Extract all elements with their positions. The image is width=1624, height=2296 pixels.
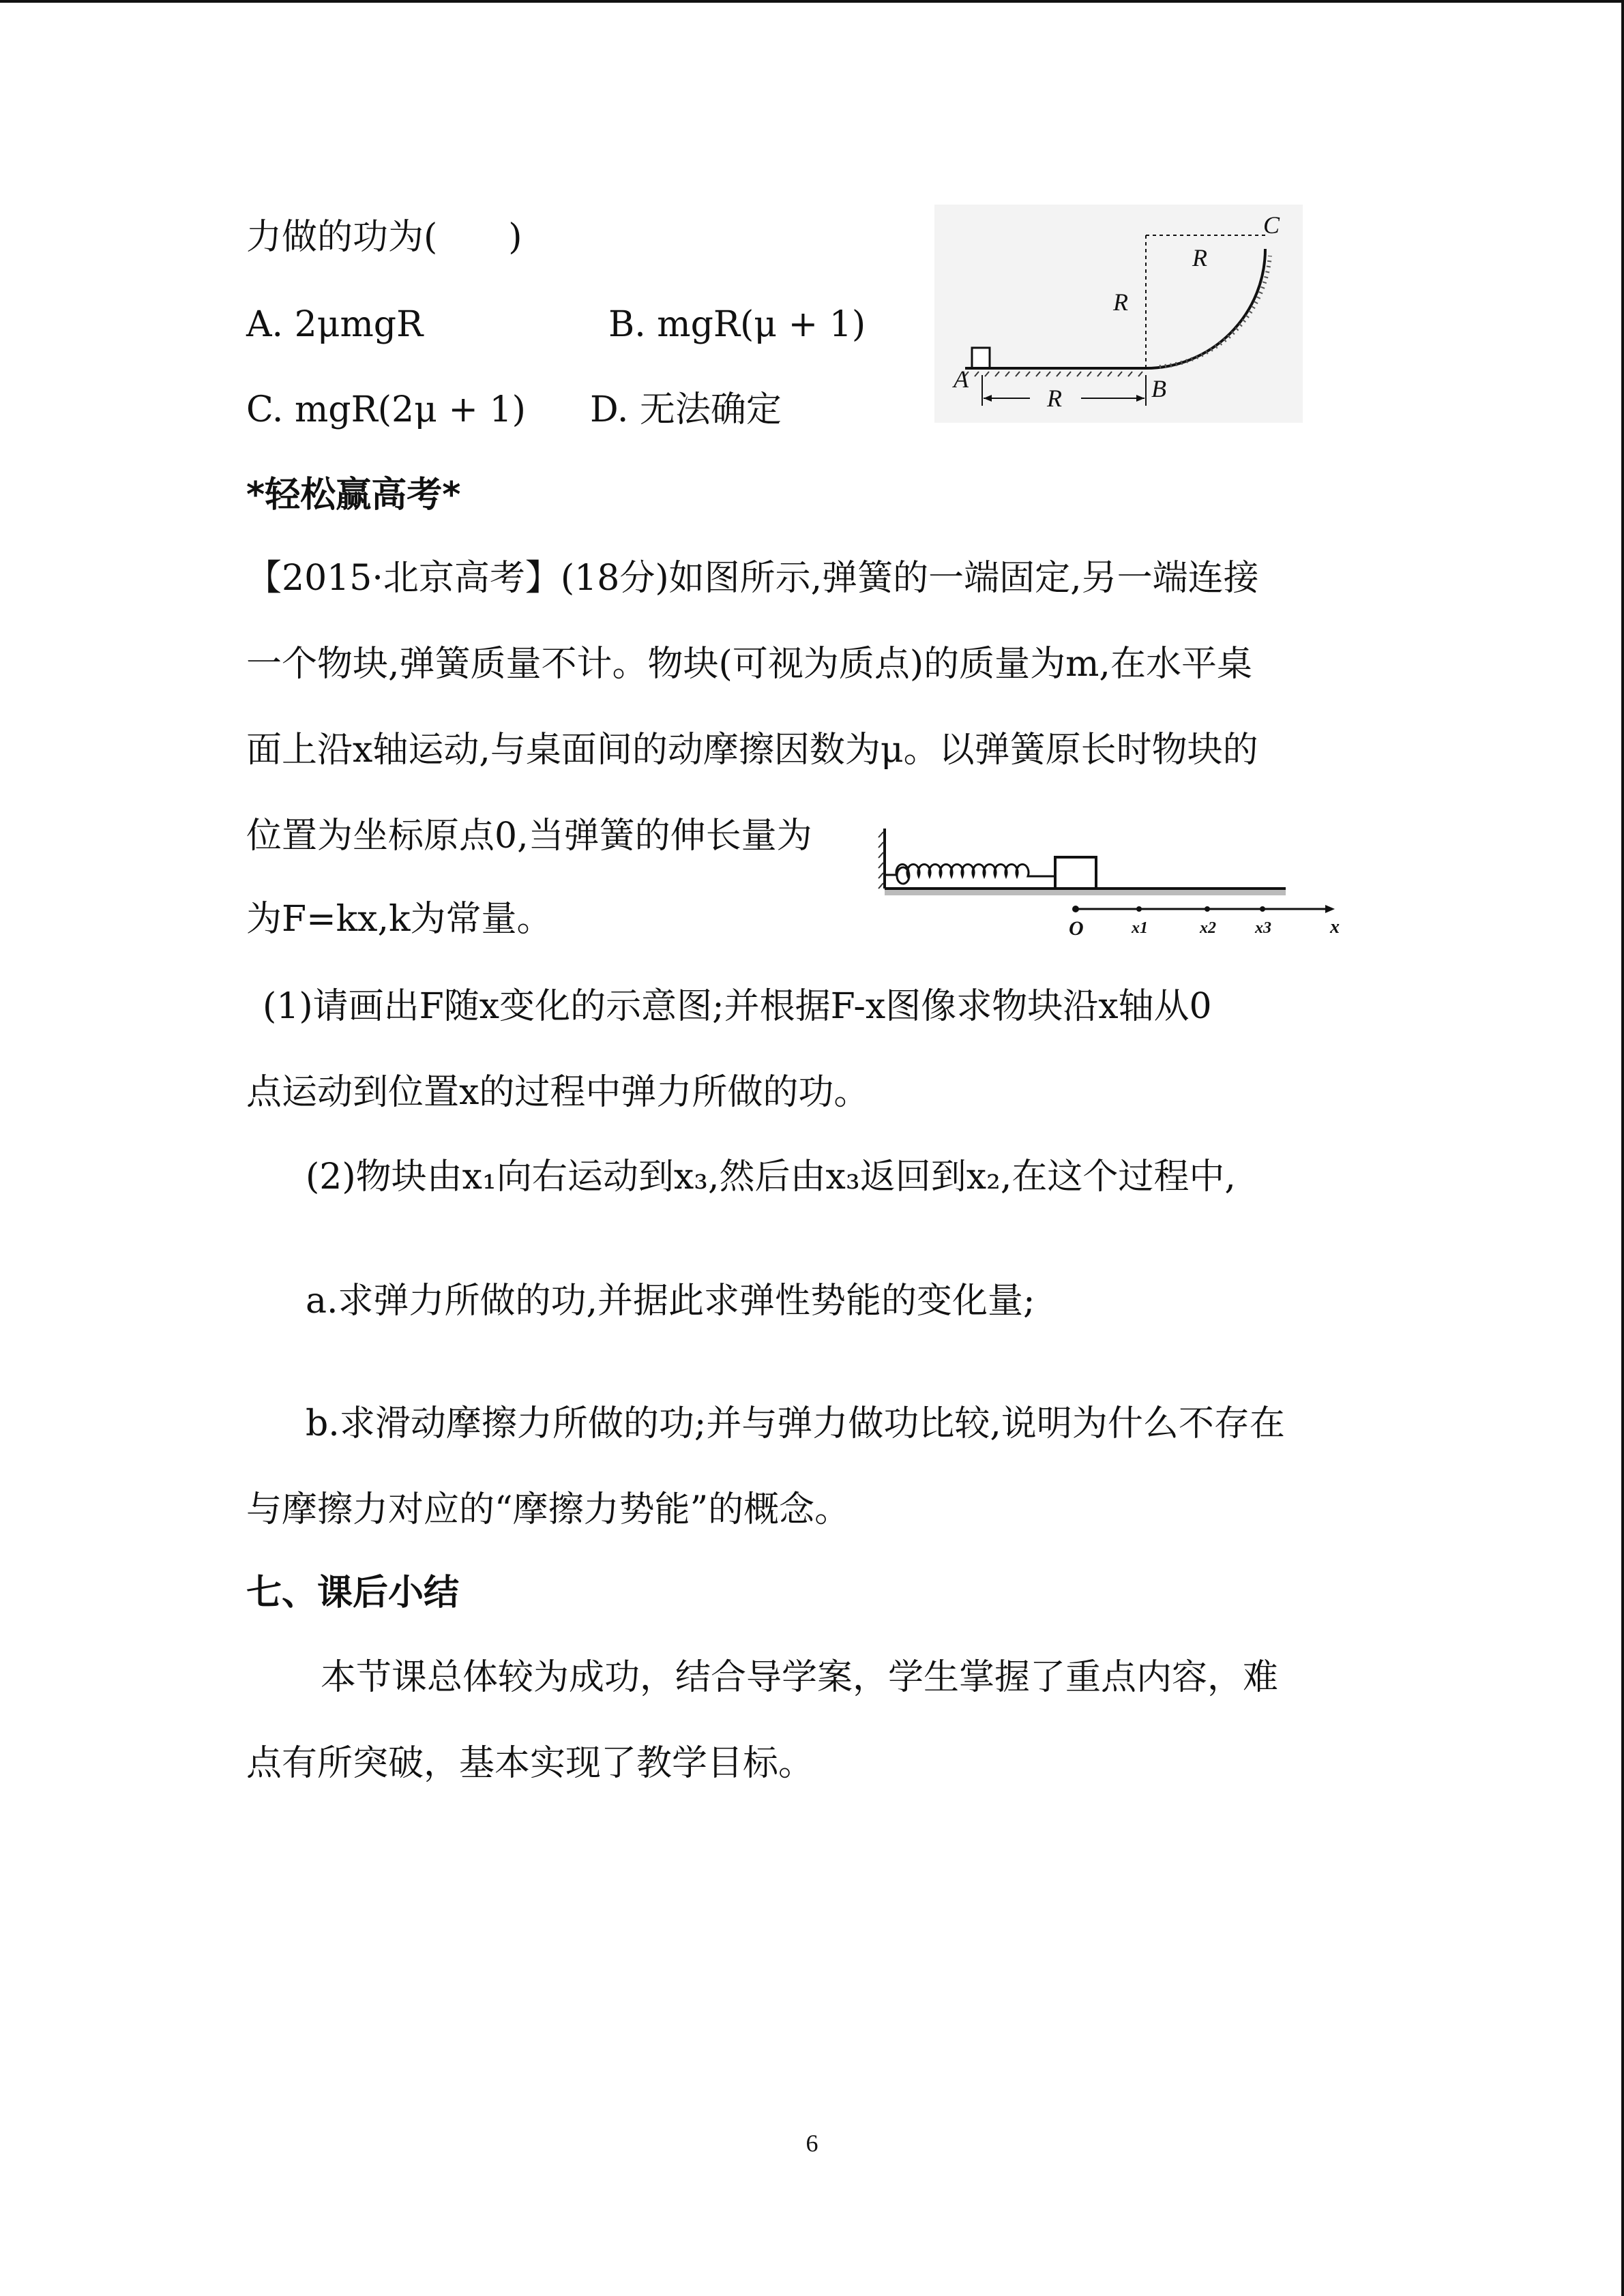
qb-line-1: b.求滑动摩擦力所做的功;并与弹力做功比较,说明为什么不存在 bbox=[306, 1403, 1285, 1444]
label-r-left: R bbox=[1113, 288, 1128, 316]
label-c: C bbox=[1263, 211, 1280, 239]
problem-line-1: 【2015·北京高考】(18分)如图所示,弹簧的一端固定,另一端连接 bbox=[246, 558, 1259, 599]
option-d: D. 无法确定 bbox=[590, 389, 782, 430]
label-x1: x1 bbox=[1132, 919, 1148, 937]
summary-line-1: 本节课总体较为成功，结合导学案，学生掌握了重点内容，难 bbox=[321, 1657, 1279, 1698]
label-r-bottom: R bbox=[1047, 385, 1062, 412]
block-a bbox=[972, 348, 990, 368]
x1-point bbox=[1136, 906, 1142, 912]
figure-spring-block bbox=[876, 822, 1354, 941]
problem-line-2: 一个物块,弹簧质量不计。物块(可视为质点)的质量为m,在水平桌 bbox=[246, 644, 1252, 685]
page-right-border bbox=[1621, 0, 1624, 2296]
q1-line-1: (1)请画出F随x变化的示意图;并根据F-x图像求物块沿x轴从0 bbox=[263, 986, 1212, 1027]
summary-title: 七、课后小结 bbox=[246, 1572, 460, 1613]
origin-point bbox=[1072, 906, 1079, 912]
page-number: 6 bbox=[806, 2130, 818, 2157]
problem-line-5: 为F=kx,k为常量。 bbox=[246, 899, 552, 940]
q1-line-2: 点运动到位置x的过程中弹力所做的功。 bbox=[246, 1072, 870, 1113]
wall-hatching bbox=[879, 832, 883, 889]
option-a: A. 2μmgR bbox=[246, 304, 424, 345]
x2-point bbox=[1205, 906, 1210, 912]
figure-track-quarter-circle bbox=[934, 205, 1303, 423]
x-axis-arrow bbox=[1325, 905, 1335, 913]
label-x: x bbox=[1330, 916, 1340, 938]
section-title: *轻松赢高考* bbox=[246, 475, 461, 516]
block bbox=[1055, 857, 1096, 889]
q2-line: (2)物块由x₁向右运动到x₃,然后由x₃返回到x₂,在这个过程中, bbox=[306, 1157, 1236, 1197]
qa-line: a.求弹力所做的功,并据此求弹性势能的变化量; bbox=[306, 1281, 1035, 1322]
label-r-top: R bbox=[1192, 244, 1207, 271]
option-c: C. mgR(2μ + 1) bbox=[246, 389, 526, 430]
problem-line-3: 面上沿x轴运动,与桌面间的动摩擦因数为μ。以弹簧原长时物块的 bbox=[246, 730, 1258, 771]
option-b: B. mgR(μ + 1) bbox=[608, 304, 866, 345]
x3-point bbox=[1260, 906, 1265, 912]
question-stem: 力做的功为( ) bbox=[246, 217, 522, 258]
qb-line-2: 与摩擦力对应的“摩擦力势能”的概念。 bbox=[246, 1489, 851, 1530]
floor-hatching bbox=[885, 890, 1286, 895]
label-x3: x3 bbox=[1255, 919, 1271, 937]
summary-line-2: 点有所突破，基本实现了教学目标。 bbox=[246, 1743, 814, 1784]
page-top-border bbox=[0, 0, 1624, 3]
spring bbox=[886, 865, 1055, 884]
label-a: A bbox=[954, 366, 969, 393]
label-b: B bbox=[1151, 375, 1166, 402]
label-x2: x2 bbox=[1200, 919, 1216, 937]
label-origin: O bbox=[1069, 917, 1084, 940]
problem-line-4: 位置为坐标原点0,当弹簧的伸长量为 bbox=[246, 816, 812, 856]
